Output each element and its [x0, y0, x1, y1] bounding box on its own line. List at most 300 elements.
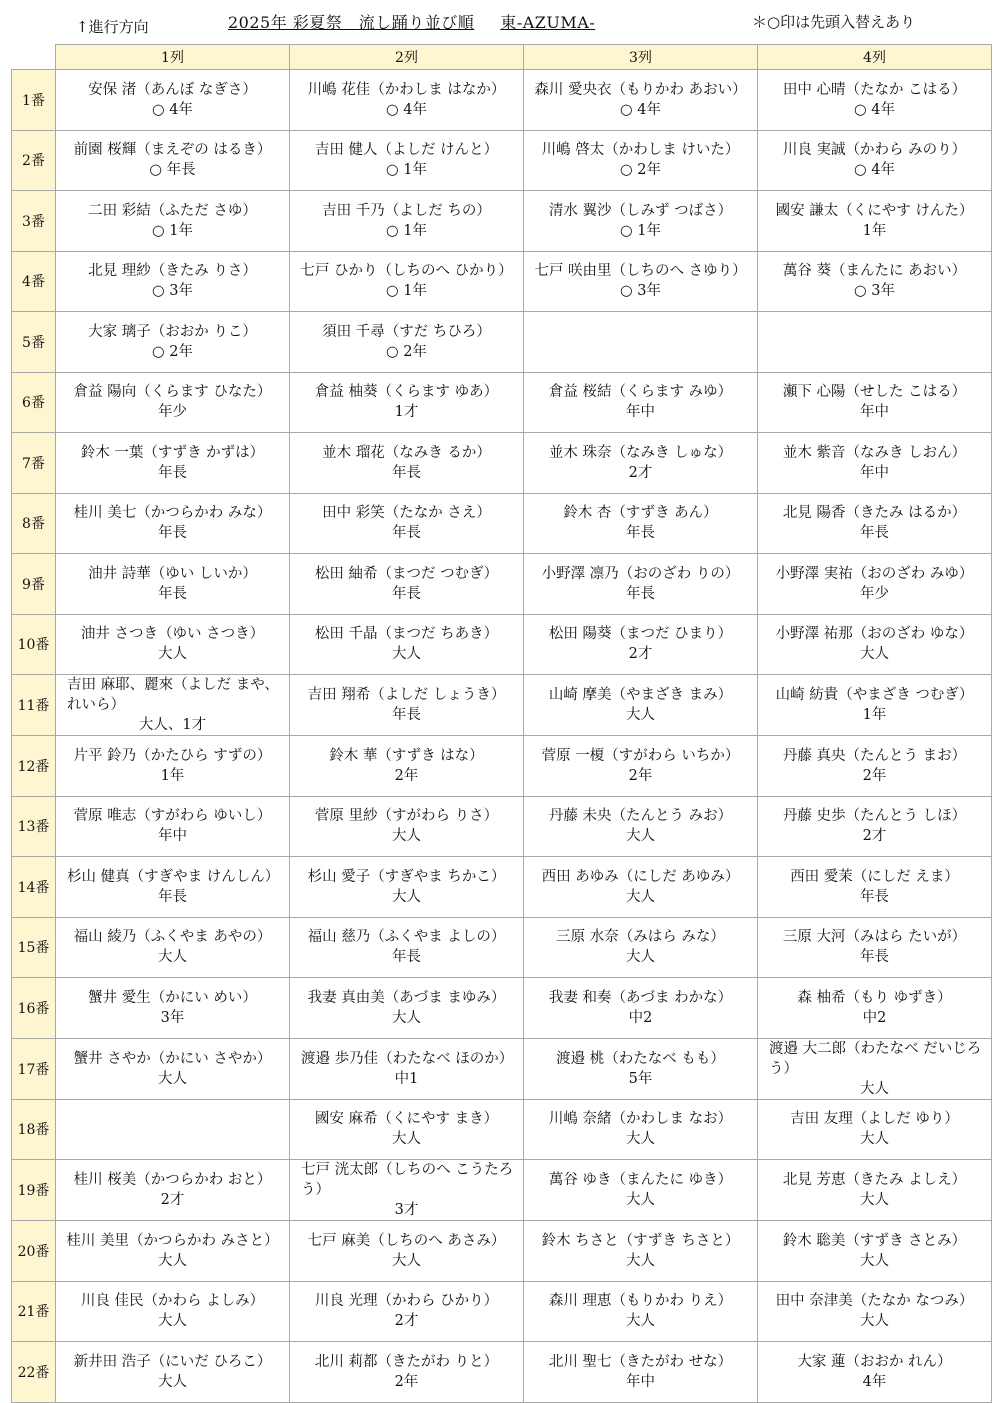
dancer-cell — [524, 978, 758, 1039]
dancer-name: 大家 璃子（おおか りこ） — [88, 323, 257, 340]
dancer-grade: 1年 — [862, 707, 887, 723]
dancer-cell — [524, 1221, 758, 1282]
dancer-name: 森 柚希（もり ゆずき） — [797, 989, 952, 1006]
dancer-name: 菅原 一榎（すがわら いちか） — [541, 747, 740, 764]
dancer-name: 松田 紬希（まつだ つむぎ） — [314, 565, 499, 582]
dancer-grade: 大人 — [158, 1373, 187, 1390]
dancer-name: 國安 謙太（くにやす けんた） — [775, 202, 974, 219]
dancer-name: 川嶋 奈緒（かわしま なお） — [548, 1111, 733, 1128]
dancer-grade: 大人 — [158, 1070, 187, 1087]
dancer-grade: 大人 — [860, 1192, 889, 1208]
dancer-name: 杉山 愛子（すぎやま ちかこ） — [307, 868, 506, 885]
dancer-name: 瀬下 心陽（せした こはる） — [782, 384, 967, 401]
dancer-grade: 年長 — [392, 949, 421, 966]
dancer-cell — [524, 493, 758, 554]
dancer-grade: 2才 — [628, 646, 653, 663]
dancer-name: 安保 渚（あんぼ なぎさ） — [88, 81, 257, 98]
dancer-cell — [524, 1160, 758, 1221]
dancer-cell — [290, 1099, 524, 1160]
dancer-name: 萬谷 ゆき（まんたに ゆき） — [548, 1172, 733, 1188]
dancer-name: 川良 光理（かわら ひかり） — [314, 1293, 499, 1310]
table-row — [12, 493, 992, 554]
row-number: 11番 — [12, 675, 56, 736]
dancer-grade: 2才 — [160, 1192, 185, 1208]
dancer-grade: 大人 — [626, 1313, 655, 1330]
dancer-grade: 2年 — [394, 1373, 419, 1390]
dancer-grade: 年少 — [158, 404, 187, 421]
dancer-grade: 年長 — [626, 585, 655, 602]
dancer-name: 山崎 紡貴（やまざき つむぎ） — [775, 687, 974, 703]
dancer-cell — [758, 1160, 992, 1221]
dancer-cell — [524, 1281, 758, 1342]
lineup-body — [12, 70, 992, 1403]
dancer-cell — [290, 1281, 524, 1342]
row-number: 18番 — [12, 1099, 56, 1160]
dancer-cell — [56, 372, 290, 433]
dancer-grade: ○ 年長 — [149, 162, 196, 179]
dancer-name: 吉田 健人（よしだ けんと） — [314, 142, 499, 159]
dancer-cell — [290, 372, 524, 433]
row-number: 13番 — [12, 796, 56, 857]
dancer-cell — [56, 1342, 290, 1403]
dancer-name: 倉益 柚葵（くらます ゆあ） — [314, 384, 499, 401]
dancer-grade: 中2 — [862, 1009, 887, 1026]
row-number: 7番 — [12, 433, 56, 494]
dancer-name: 吉田 友理（よしだ ゆり） — [790, 1111, 959, 1128]
dancer-grade: ○ 3年 — [620, 283, 661, 300]
dancer-name: 國安 麻希（くにやす まき） — [314, 1111, 499, 1128]
table-row — [12, 191, 992, 252]
dancer-name: 並木 紫音（なみき しおん） — [782, 444, 967, 461]
dancer-cell — [290, 1342, 524, 1403]
dancer-cell — [758, 433, 992, 494]
dancer-cell — [758, 554, 992, 615]
dancer-cell — [290, 70, 524, 131]
dancer-grade: 2年 — [862, 767, 887, 784]
dancer-name: 我妻 和奏（あづま わかな） — [548, 989, 733, 1006]
dancer-grade: 年長 — [158, 464, 187, 481]
dancer-cell — [290, 1221, 524, 1282]
dancer-grade: 年中 — [158, 828, 187, 845]
dancer-grade: 年長 — [392, 585, 421, 602]
dancer-grade: 年長 — [158, 585, 187, 602]
dancer-cell — [758, 614, 992, 675]
dancer-name: 清水 翼沙（しみず つばさ） — [548, 202, 733, 219]
dancer-cell — [56, 978, 290, 1039]
dancer-grade: 大人 — [626, 1252, 655, 1269]
row-number: 8番 — [12, 493, 56, 554]
dancer-name: 川嶋 啓太（かわしま けいた） — [541, 142, 740, 159]
dancer-grade: 大人 — [392, 1131, 421, 1148]
dancer-cell — [524, 130, 758, 191]
dancer-cell — [56, 796, 290, 857]
dancer-grade: 大人 — [860, 1252, 889, 1269]
dancer-grade: 2才 — [862, 828, 887, 845]
table-row — [12, 736, 992, 797]
dancer-cell — [524, 1342, 758, 1403]
table-row — [12, 1160, 992, 1221]
column-header-2: 2列 — [290, 45, 524, 70]
dancer-cell — [56, 1221, 290, 1282]
dancer-name: 吉田 翔希（よしだ しょうき） — [307, 687, 506, 703]
column-header-row — [12, 45, 992, 70]
row-number: 14番 — [12, 857, 56, 918]
dancer-name: 桂川 美七（かつらかわ みな） — [73, 505, 272, 522]
dancer-grade: 大人 — [392, 1252, 421, 1269]
dancer-name: 丹藤 史歩（たんとう しほ） — [782, 808, 967, 825]
dancer-cell — [524, 554, 758, 615]
dancer-cell — [290, 917, 524, 978]
dancer-grade: ○ 1年 — [386, 222, 427, 239]
row-number: 4番 — [12, 251, 56, 312]
dancer-cell — [56, 1281, 290, 1342]
row-number: 16番 — [12, 978, 56, 1039]
column-header-1: 1列 — [56, 45, 290, 70]
dancer-grade: ○ 3年 — [854, 283, 895, 300]
dancer-cell — [524, 70, 758, 131]
dancer-grade: 1年 — [862, 222, 887, 239]
dancer-cell — [56, 857, 290, 918]
dancer-name: 並木 瑠花（なみき るか） — [322, 444, 491, 461]
dancer-grade: 1才 — [394, 404, 419, 421]
dancer-name: 七戸 ひかり（しちのへ ひかり） — [300, 263, 513, 280]
dancer-cell — [290, 1038, 524, 1099]
dancer-grade: 1年 — [160, 767, 185, 784]
table-row — [12, 130, 992, 191]
dancer-cell — [524, 675, 758, 736]
dancer-grade: 大人 — [860, 1313, 889, 1330]
dancer-grade: 2才 — [628, 464, 653, 481]
table-row — [12, 433, 992, 494]
dancer-grade: 大人 — [158, 949, 187, 966]
title-text: 2025年 彩夏祭 流し踊り並び順 — [228, 13, 475, 32]
dancer-cell — [758, 675, 992, 736]
row-number: 6番 — [12, 372, 56, 433]
dancer-grade: 大人 — [158, 646, 187, 663]
dancer-grade: 3年 — [160, 1009, 185, 1026]
dancer-grade: 年長 — [860, 949, 889, 966]
dancer-name: 川良 実誠（かわら みのり） — [782, 142, 967, 159]
dancer-cell — [758, 1221, 992, 1282]
dancer-grade: 大人 — [626, 1192, 655, 1208]
dancer-name: 北見 理紗（きたみ りさ） — [88, 263, 257, 280]
dancer-grade: 中1 — [394, 1070, 419, 1087]
dancer-name: 北川 莉都（きたがわ りと） — [314, 1353, 499, 1370]
dancer-cell — [290, 191, 524, 252]
table-row — [12, 675, 992, 736]
dancer-grade: 年長 — [860, 525, 889, 542]
dancer-name: 萬谷 葵（まんたに あおい） — [782, 263, 967, 280]
dancer-cell — [56, 433, 290, 494]
dancer-name: 鈴木 ちさと（すずき ちさと） — [541, 1232, 740, 1249]
dancer-grade: ○ 1年 — [386, 283, 427, 300]
row-number: 1番 — [12, 70, 56, 131]
dancer-grade: 5年 — [628, 1070, 653, 1087]
row-number: 19番 — [12, 1160, 56, 1221]
table-row — [12, 1281, 992, 1342]
dancer-name: 小野澤 実祐（おのざわ みゆ） — [775, 565, 974, 582]
dancer-grade: ○ 4年 — [152, 101, 193, 118]
dancer-cell — [290, 675, 524, 736]
dancer-grade: ○ 2年 — [386, 343, 427, 360]
dancer-cell — [524, 312, 758, 373]
row-number: 10番 — [12, 614, 56, 675]
dancer-cell — [758, 1038, 992, 1099]
dancer-name: 北川 聖七（きたがわ せな） — [548, 1353, 733, 1370]
dancer-grade: ○ 4年 — [620, 101, 661, 118]
dancer-name: 片平 鈴乃（かたひら すずの） — [73, 747, 272, 764]
dancer-cell — [758, 493, 992, 554]
dancer-cell — [758, 1281, 992, 1342]
dancer-grade: 2年 — [628, 767, 653, 784]
row-number: 2番 — [12, 130, 56, 191]
table-row — [12, 70, 992, 131]
dancer-name: 七戸 洸太郎（しちのへ こうたろう） — [301, 1162, 514, 1198]
dancer-name: 丹藤 未央（たんとう みお） — [548, 808, 733, 825]
table-row — [12, 917, 992, 978]
dancer-grade: 年長 — [158, 888, 187, 905]
dancer-grade: 年長 — [860, 888, 889, 905]
dancer-name: 鈴木 華（すずき はな） — [329, 747, 484, 764]
dancer-name: 北見 陽香（きたみ はるか） — [782, 505, 967, 522]
dancer-grade: 年長 — [158, 525, 187, 542]
dancer-name: 我妻 真由美（あづま まゆみ） — [307, 989, 506, 1006]
row-number: 17番 — [12, 1038, 56, 1099]
dancer-grade: 年中 — [860, 404, 889, 421]
dancer-name: 西田 愛茉（にしだ えま） — [790, 868, 959, 885]
row-number: 15番 — [12, 917, 56, 978]
dancer-cell — [290, 736, 524, 797]
table-row — [12, 614, 992, 675]
dancer-grade: 4年 — [862, 1373, 887, 1390]
dancer-cell — [524, 857, 758, 918]
dancer-name: 松田 陽葵（まつだ ひまり） — [548, 626, 733, 643]
column-header-3: 3列 — [524, 45, 758, 70]
row-number: 3番 — [12, 191, 56, 252]
dancer-grade: 年長 — [392, 525, 421, 542]
dancer-name: 蟹井 愛生（かにい めい） — [88, 989, 257, 1006]
dancer-grade: 大人 — [626, 828, 655, 845]
dancer-grade: ○ 3年 — [152, 283, 193, 300]
dancer-cell — [758, 736, 992, 797]
dancer-cell — [290, 312, 524, 373]
dancer-name: 森川 愛央衣（もりかわ あおい） — [534, 81, 747, 98]
dancer-cell — [290, 796, 524, 857]
dancer-name: 西田 あゆみ（にしだ あゆみ） — [541, 868, 740, 885]
dancer-name: 吉田 麻耶、麗來（よしだ まや、れいら） — [67, 677, 279, 713]
table-row — [12, 372, 992, 433]
dancer-grade: 大人 — [392, 888, 421, 905]
dancer-cell — [290, 433, 524, 494]
dancer-grade: 大人 — [860, 646, 889, 663]
dancer-name: 菅原 唯志（すがわら ゆいし） — [73, 808, 272, 825]
row-number: 21番 — [12, 1281, 56, 1342]
table-row — [12, 312, 992, 373]
dancer-name: 渡邉 桃（わたなべ もも） — [556, 1050, 725, 1067]
dancer-cell — [290, 857, 524, 918]
dancer-name: 福山 綾乃（ふくやま あやの） — [73, 929, 272, 946]
dancer-cell — [758, 1342, 992, 1403]
table-row — [12, 1038, 992, 1099]
direction-label: ↑進行方向 — [76, 18, 149, 36]
dancer-cell — [290, 614, 524, 675]
dancer-cell — [524, 1099, 758, 1160]
dancer-cell — [758, 917, 992, 978]
dancer-name: 倉益 陽向（くらます ひなた） — [73, 384, 272, 401]
dancer-name: 前園 桜輝（まえぞの はるき） — [73, 142, 272, 159]
table-row — [12, 1221, 992, 1282]
dancer-name: 並木 珠奈（なみき しゅな） — [548, 444, 733, 461]
dancer-grade: 年長 — [626, 525, 655, 542]
dancer-cell — [56, 917, 290, 978]
dancer-grade: ○ 4年 — [854, 162, 895, 179]
dancer-name: 桂川 美里（かつらかわ みさと） — [66, 1232, 279, 1249]
dancer-grade: 大人 — [158, 1252, 187, 1269]
table-row — [12, 554, 992, 615]
dancer-cell — [56, 1160, 290, 1221]
dancer-cell — [56, 251, 290, 312]
dancer-grade: 年長 — [392, 464, 421, 481]
dancer-grade: 年中 — [626, 404, 655, 421]
dancer-cell — [290, 1160, 524, 1221]
dancer-name: 松田 千晶（まつだ ちあき） — [314, 626, 499, 643]
row-number: 12番 — [12, 736, 56, 797]
dancer-grade: 大人 — [860, 1131, 889, 1148]
dancer-name: 鈴木 杏（すずき あん） — [563, 505, 718, 522]
dancer-cell — [56, 1038, 290, 1099]
dancer-cell — [56, 191, 290, 252]
dancer-cell — [758, 372, 992, 433]
dancer-grade: ○ 2年 — [620, 162, 661, 179]
dancer-grade: ○ 1年 — [152, 222, 193, 239]
dancer-cell — [290, 978, 524, 1039]
dancer-cell — [758, 251, 992, 312]
row-number: 22番 — [12, 1342, 56, 1403]
dancer-cell — [758, 191, 992, 252]
corner-cell — [12, 45, 56, 70]
dancer-cell — [524, 372, 758, 433]
dancer-grade: ○ 4年 — [386, 101, 427, 118]
dancer-cell — [758, 978, 992, 1039]
dancer-name: 桂川 桜美（かつらかわ おと） — [73, 1172, 272, 1188]
team-name: 東-AZUMA- — [500, 13, 596, 32]
dancer-name: 蟹井 さやか（かにい さやか） — [73, 1050, 272, 1067]
dancer-cell — [56, 312, 290, 373]
dancer-cell — [758, 796, 992, 857]
dancer-grade: 年中 — [626, 1373, 655, 1390]
dancer-grade: 年少 — [860, 585, 889, 602]
dancer-grade: 大人 — [392, 828, 421, 845]
dancer-name: 新井田 浩子（にいだ ひろこ） — [73, 1353, 272, 1370]
dancer-cell — [758, 70, 992, 131]
dancer-name: 吉田 千乃（よしだ ちの） — [322, 202, 491, 219]
dancer-cell — [56, 493, 290, 554]
dancer-grade: 大人 — [392, 1009, 421, 1026]
dancer-name: 大家 蓮（おおか れん） — [797, 1353, 952, 1370]
dancer-grade: 年長 — [392, 707, 421, 723]
dancer-cell — [524, 917, 758, 978]
page-title — [228, 10, 595, 33]
dancer-cell — [56, 554, 290, 615]
dancer-grade: ○ 2年 — [152, 343, 193, 360]
dancer-cell — [524, 1038, 758, 1099]
dancer-cell — [758, 312, 992, 373]
dancer-grade: ○ 1年 — [386, 162, 427, 179]
dancer-name: 森川 理恵（もりかわ りえ） — [548, 1293, 733, 1310]
dancer-cell — [758, 857, 992, 918]
dancer-grade: 大人 — [626, 949, 655, 966]
dancer-grade: 年中 — [860, 464, 889, 481]
dancer-cell — [56, 614, 290, 675]
dancer-cell — [290, 554, 524, 615]
dancer-cell — [56, 675, 290, 736]
dancer-cell — [56, 130, 290, 191]
dancer-grade: 2才 — [394, 1313, 419, 1330]
dancer-name: 渡邉 歩乃佳（わたなべ ほのか） — [301, 1050, 514, 1067]
dancer-cell — [290, 493, 524, 554]
swap-note: ＊○印は先頭入替えあり — [752, 13, 916, 31]
dancer-name: 鈴木 聡美（すずき さとみ） — [782, 1232, 967, 1249]
dancer-grade: 大人 — [392, 646, 421, 663]
dancer-name: 油井 詩華（ゆい しいか） — [88, 565, 257, 582]
dancer-name: 七戸 咲由里（しちのへ さゆり） — [534, 263, 747, 280]
dancer-name: 杉山 健真（すぎやま けんしん） — [67, 868, 280, 885]
row-number: 20番 — [12, 1221, 56, 1282]
dancer-name: 菅原 里紗（すがわら りさ） — [314, 808, 499, 825]
dancer-cell — [758, 130, 992, 191]
dancer-cell — [290, 251, 524, 312]
dancer-cell — [524, 191, 758, 252]
dancer-grade: 2年 — [394, 767, 419, 784]
dancer-name: 田中 彩笑（たなか さえ） — [322, 505, 491, 522]
table-row — [12, 251, 992, 312]
dancer-grade: 大人 — [626, 707, 655, 723]
document-header — [0, 0, 1000, 44]
dancer-grade: ○ 4年 — [854, 101, 895, 118]
dancer-name: 小野澤 祐那（おのざわ ゆな） — [775, 626, 974, 643]
dancer-cell — [524, 796, 758, 857]
dancer-name: 小野澤 凛乃（おのざわ りの） — [541, 565, 740, 582]
table-row — [12, 978, 992, 1039]
row-number: 5番 — [12, 312, 56, 373]
dancer-grade: 大人 — [626, 1131, 655, 1148]
table-row — [12, 796, 992, 857]
dancer-name: 山崎 摩美（やまざき まみ） — [548, 687, 733, 703]
dancer-name: 鈴木 一葉（すずき かずは） — [80, 444, 265, 461]
dancer-name: 倉益 桜結（くらます みゆ） — [548, 384, 733, 401]
dancer-name: 油井 さつき（ゆい さつき） — [80, 626, 265, 643]
dancer-cell — [290, 130, 524, 191]
dancer-cell — [524, 614, 758, 675]
dancer-cell — [524, 251, 758, 312]
dancer-name: 丹藤 真央（たんとう まお） — [782, 747, 967, 764]
table-row — [12, 1099, 992, 1160]
dancer-grade: 大人 — [860, 1080, 889, 1097]
dancer-name: 北見 芳恵（きたみ よしえ） — [782, 1172, 967, 1188]
dancer-grade: 中2 — [628, 1009, 653, 1026]
dancer-cell — [758, 1099, 992, 1160]
dancer-name: 田中 奈津美（たなか なつみ） — [775, 1293, 974, 1310]
dancer-name: 七戸 麻美（しちのへ あさみ） — [307, 1232, 506, 1249]
dancer-grade: 大人、1才 — [138, 717, 207, 733]
dancer-grade: 3才 — [394, 1202, 419, 1218]
dancer-name: 川嶋 花佳（かわしま はなか） — [307, 81, 506, 98]
dancer-cell — [56, 1099, 290, 1160]
dancer-grade: ○ 1年 — [620, 222, 661, 239]
dancer-name: 三原 水奈（みはら みな） — [556, 929, 725, 946]
lineup-table — [11, 44, 992, 1403]
dancer-cell — [524, 433, 758, 494]
